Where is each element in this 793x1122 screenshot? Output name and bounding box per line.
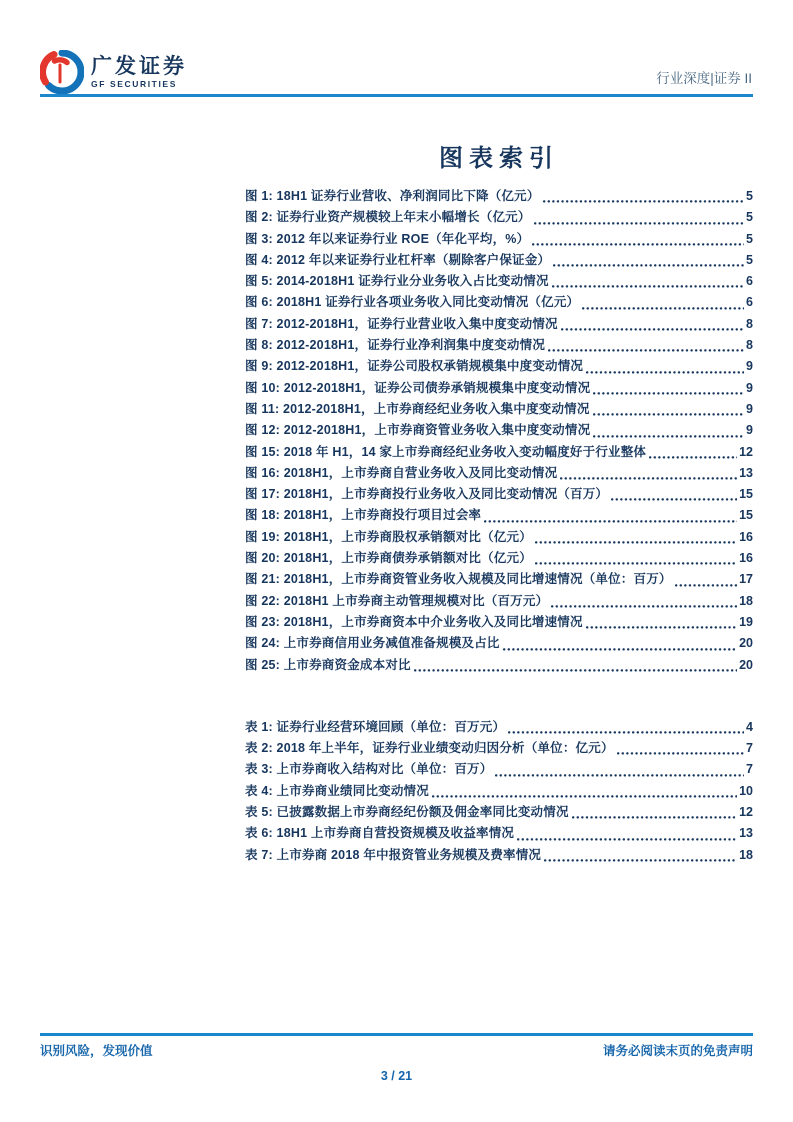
footer-row xyxy=(40,1041,753,1059)
toc-entry-label: 图 23: 2018H1，上市券商资本中介业务收入及同比增速情况 xyxy=(245,614,583,629)
toc-entry-label: 图 10: 2012-2018H1，证券公司债券承销规模集中度变动情况 xyxy=(245,380,591,395)
toc-entry[interactable] xyxy=(245,399,753,420)
dot-leader xyxy=(544,858,737,862)
toc-entry[interactable] xyxy=(245,186,753,207)
toc-entry[interactable] xyxy=(245,781,753,802)
brand-text xyxy=(91,53,187,89)
toc-entry-label: 图 20: 2018H1，上市券商债券承销额对比（亿元） xyxy=(245,551,532,566)
toc-entry[interactable] xyxy=(245,378,753,399)
dot-leader xyxy=(572,815,737,819)
toc-entry-label: 图 22: 2018H1 上市券商主动管理规模对比（百万元） xyxy=(245,593,549,608)
gf-securities-logo-icon xyxy=(40,50,84,94)
toc-entry[interactable] xyxy=(245,292,753,313)
toc-entry-label: 图 19: 2018H1，上市券商股权承销额对比（亿元） xyxy=(245,529,532,544)
dot-leader xyxy=(534,221,744,225)
dot-leader xyxy=(553,263,744,267)
toc-entry-label: 表 1: 证券行业经营环境回顾（单位：百万元） xyxy=(245,719,506,734)
page-title: 图表索引 xyxy=(439,146,559,172)
toc-entry-page: 16 xyxy=(739,529,753,544)
dot-leader xyxy=(593,434,744,438)
dot-leader xyxy=(535,540,737,544)
dot-leader xyxy=(552,284,744,288)
toc-entry-page: 6 xyxy=(746,274,753,289)
toc-entry-page: 6 xyxy=(746,295,753,310)
toc-entry-page: 9 xyxy=(746,380,753,395)
toc-entry[interactable] xyxy=(245,420,753,441)
dot-leader xyxy=(503,647,737,651)
toc-entry-page: 5 xyxy=(746,231,753,246)
toc-entry[interactable] xyxy=(245,463,753,484)
toc-entry-label: 图 9: 2012-2018H1，证券公司股权承销规模集中度变动情况 xyxy=(245,359,584,374)
toc-entry-label: 图 1: 18H1 证券行业营收、净利润同比下降（亿元） xyxy=(245,189,540,203)
toc-entry-label: 图 4: 2012 年以来证券行业杠杆率（剔除客户保证金） xyxy=(245,252,551,267)
toc-entry[interactable] xyxy=(245,823,753,844)
toc-entry-label: 表 6: 18H1 上市券商自营投资规模及收益率情况 xyxy=(245,826,515,841)
toc-entry-page: 8 xyxy=(746,316,753,331)
toc-entry-page: 9 xyxy=(746,423,753,438)
toc-entry[interactable] xyxy=(245,612,753,633)
dot-leader xyxy=(586,625,737,629)
toc-entry-page: 18 xyxy=(739,593,753,608)
dot-leader xyxy=(649,455,737,459)
toc-entry-label: 图 5: 2014-2018H1 证券行业分业务收入占比变动情况 xyxy=(245,274,549,289)
toc-entry-label: 图 18: 2018H1，上市券商投行项目过会率 xyxy=(245,508,482,523)
dot-leader xyxy=(535,561,737,565)
dot-leader xyxy=(586,370,744,374)
toc-entry-label: 图 15: 2018 年 H1，14 家上市券商经纪业务收入变动幅度好于行业整体 xyxy=(245,444,647,459)
dot-leader xyxy=(675,583,737,587)
toc-entry-page: 15 xyxy=(739,508,753,523)
brand-name-en: GF SECURITIES xyxy=(91,78,177,89)
toc-entry[interactable] xyxy=(245,271,753,292)
toc-entry-page: 16 xyxy=(739,551,753,566)
toc-entry-page: 7 xyxy=(746,762,753,777)
toc-entry[interactable] xyxy=(245,845,753,866)
figure-table-index xyxy=(245,138,753,866)
toc-entry[interactable] xyxy=(245,250,753,271)
footer-divider xyxy=(40,1033,753,1036)
toc-entry-page: 9 xyxy=(746,359,753,374)
footer-disclaimer-note: 请务必阅读末页的免责声明 xyxy=(602,1044,753,1058)
toc-entry-label: 图 6: 2018H1 证券行业各项业务收入同比变动情况（亿元） xyxy=(245,295,580,310)
toc-entry-page: 15 xyxy=(739,487,753,502)
toc-entry-page: 5 xyxy=(746,252,753,267)
toc-entry-label: 图 11: 2012-2018H1，上市券商经纪业务收入集中度变动情况 xyxy=(245,401,590,416)
toc-entry[interactable] xyxy=(245,314,753,335)
dot-leader xyxy=(593,391,744,395)
dot-leader xyxy=(593,412,744,416)
footer-slogan: 识别风险，发现价值 xyxy=(40,1044,153,1058)
toc-entry-label: 图 12: 2012-2018H1，上市券商资管业务收入集中度变动情况 xyxy=(245,423,591,438)
toc-entry-label: 图 21: 2018H1，上市券商资管业务收入规模及同比增速情况（单位：百万） xyxy=(245,572,672,587)
brand xyxy=(40,50,187,94)
dot-leader xyxy=(495,773,744,777)
toc-entry[interactable] xyxy=(245,207,753,228)
toc-entry[interactable] xyxy=(245,802,753,823)
toc-entry[interactable] xyxy=(245,484,753,505)
toc-entry-label: 表 4: 上市券商业绩同比变动情况 xyxy=(245,783,429,798)
toc-entry-label: 表 2: 2018 年上半年，证券行业业绩变动归因分析（单位：亿元） xyxy=(245,741,614,756)
toc-entry-label: 图 7: 2012-2018H1，证券行业营业收入集中度变动情况 xyxy=(245,316,558,331)
dot-leader xyxy=(543,199,745,203)
toc-entry-page: 5 xyxy=(746,210,753,225)
toc-entry[interactable] xyxy=(245,505,753,526)
toc-entry[interactable] xyxy=(245,655,753,676)
toc-entry-label: 图 24: 上市券商信用业务减值准备规模及占比 xyxy=(245,636,500,651)
page-number: 3 / 21 xyxy=(380,1069,413,1083)
toc-entry[interactable] xyxy=(245,569,753,590)
toc-entry[interactable] xyxy=(245,356,753,377)
dot-leader xyxy=(532,242,744,246)
toc-entry-page: 8 xyxy=(746,338,753,353)
toc-entry-page: 19 xyxy=(739,614,753,629)
toc-entry-page: 9 xyxy=(746,401,753,416)
toc-entry[interactable] xyxy=(245,591,753,612)
toc-entry-page: 18 xyxy=(739,847,753,862)
toc-entry[interactable] xyxy=(245,633,753,654)
toc-entry-page: 13 xyxy=(739,465,753,480)
table-index-list xyxy=(245,717,753,866)
toc-entry-page: 20 xyxy=(739,636,753,651)
toc-entry-page: 4 xyxy=(746,719,753,734)
toc-entry-label: 图 8: 2012-2018H1，证券行业净利润集中度变动情况 xyxy=(245,338,546,353)
toc-entry-page: 12 xyxy=(739,805,753,820)
toc-entry-page: 13 xyxy=(739,826,753,841)
toc-entry-label: 表 5: 已披露数据上市券商经纪份额及佣金率同比变动情况 xyxy=(245,805,569,820)
figure-index-list xyxy=(245,186,753,676)
toc-entry[interactable] xyxy=(245,738,753,759)
toc-entry-label: 图 3: 2012 年以来证券行业 ROE（年化平均，%） xyxy=(245,231,530,246)
toc-entry[interactable] xyxy=(245,717,753,738)
dot-leader xyxy=(617,751,744,755)
toc-entry[interactable] xyxy=(245,229,753,250)
toc-entry-page: 12 xyxy=(739,444,753,459)
dot-leader xyxy=(484,519,737,523)
dot-leader xyxy=(517,837,737,841)
toc-entry-label: 图 25: 上市券商资金成本对比 xyxy=(245,657,411,672)
toc-entry[interactable] xyxy=(245,335,753,356)
dot-leader xyxy=(548,348,744,352)
dot-leader xyxy=(611,497,737,501)
report-category: 行业深度|证券 II xyxy=(656,71,752,86)
toc-entry-label: 图 2: 证券行业资产规模较上年末小幅增长（亿元） xyxy=(245,210,531,225)
toc-entry-label: 表 7: 上市券商 2018 年中报资管业务规模及费率情况 xyxy=(245,847,542,862)
toc-entry-page: 20 xyxy=(739,657,753,672)
toc-entry-label: 表 3: 上市券商收入结构对比（单位：百万） xyxy=(245,762,493,777)
toc-entry-label: 图 16: 2018H1，上市券商自营业务收入及同比变动情况 xyxy=(245,465,558,480)
toc-entry-label: 图 17: 2018H1，上市券商投行业务收入及同比变动情况（百万） xyxy=(245,487,609,502)
toc-entry-page: 5 xyxy=(746,189,753,203)
header-divider xyxy=(40,94,753,97)
dot-leader xyxy=(414,668,737,672)
dot-leader xyxy=(432,794,737,798)
toc-entry-page: 7 xyxy=(746,741,753,756)
dot-leader xyxy=(560,476,737,480)
toc-entry[interactable] xyxy=(245,548,753,569)
toc-entry[interactable] xyxy=(245,759,753,780)
brand-name-cn: 广发证券 xyxy=(91,53,187,78)
toc-entry-page: 10 xyxy=(739,783,753,798)
dot-leader xyxy=(508,730,744,734)
toc-entry-page: 17 xyxy=(739,572,753,587)
dot-leader xyxy=(582,306,744,310)
dot-leader xyxy=(551,604,737,608)
toc-entry[interactable] xyxy=(245,527,753,548)
dot-leader xyxy=(561,327,744,331)
toc-entry[interactable] xyxy=(245,442,753,463)
